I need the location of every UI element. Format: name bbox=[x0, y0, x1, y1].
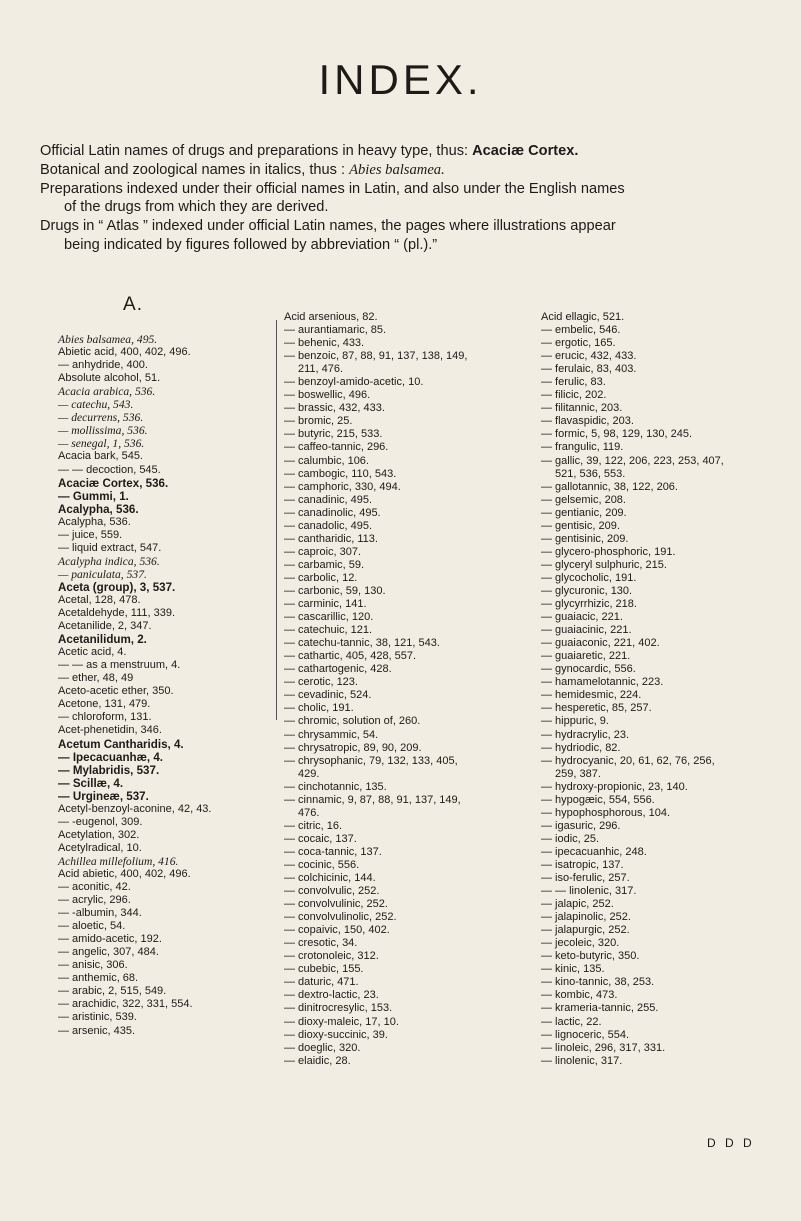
page-title: INDEX. bbox=[318, 56, 483, 103]
index-entry: — camphoric, 330, 494. bbox=[284, 480, 401, 493]
index-entry: — jalapurgic, 252. bbox=[541, 924, 630, 937]
index-entry: — colchicinic, 144. bbox=[284, 872, 376, 885]
index-entry: — cascarillic, 120. bbox=[284, 611, 374, 624]
index-entry: — hesperetic, 85, 257. bbox=[541, 702, 652, 715]
index-entry: — cathartic, 405, 428, 557. bbox=[284, 650, 417, 663]
index-entry: Acetic acid, 4. bbox=[58, 646, 127, 659]
index-entry: — liquid extract, 547. bbox=[58, 541, 162, 554]
index-entry: — hippuric, 9. bbox=[541, 715, 609, 728]
index-entry: — aconitic, 42. bbox=[58, 881, 131, 894]
index-entry: — ferulic, 83. bbox=[541, 376, 606, 389]
index-entry: — cholic, 191. bbox=[284, 702, 354, 715]
index-entry: — — decoction, 545. bbox=[58, 463, 161, 476]
index-entry: — flavaspidic, 203. bbox=[541, 415, 634, 428]
index-entry: Acetyl-benzoyl-aconine, 42, 43. bbox=[58, 802, 212, 815]
index-entry: Acetal, 128, 478. bbox=[58, 593, 141, 606]
index-entry: — carbonic, 59, 130. bbox=[284, 584, 386, 597]
index-entry: Acid arsenious, 82. bbox=[284, 311, 378, 323]
index-entry: — — as a menstruum, 4. bbox=[58, 659, 181, 672]
index-entry: — carbolic, 12. bbox=[284, 571, 358, 584]
index-entry: — gallic, 39, 122, 206, 223, 253, 407, bbox=[541, 454, 724, 467]
index-column-3 bbox=[541, 311, 791, 1068]
index-entry: — butyric, 215, 533. bbox=[284, 428, 383, 441]
index-entry: — cathartogenic, 428. bbox=[284, 663, 392, 676]
index-entry: — cocaic, 137. bbox=[284, 832, 357, 845]
index-entry: — mollissima, 536. bbox=[58, 424, 148, 438]
index-entry: — frangulic, 119. bbox=[541, 441, 624, 454]
index-entry: — gynocardic, 556. bbox=[541, 663, 636, 676]
index-entry: Absolute alcohol, 51. bbox=[58, 372, 161, 385]
index-entry: — jalapinolic, 252. bbox=[541, 911, 631, 924]
index-entry: — paniculata, 537. bbox=[58, 567, 147, 581]
index-entry: — Urgineæ, 537. bbox=[58, 789, 149, 803]
index-entry: — dioxy-succinic, 39. bbox=[284, 1028, 388, 1041]
index-entry: — Ipecacuanhæ, 4. bbox=[58, 750, 164, 764]
index-entry: — amido-acetic, 192. bbox=[58, 933, 162, 946]
index-entry: 521, 536, 553. bbox=[555, 467, 626, 480]
index-entry: — catechu-tannic, 38, 121, 543. bbox=[284, 637, 440, 650]
index-entry: — arabic, 2, 515, 549. bbox=[58, 985, 167, 998]
index-entry: — — linolenic, 317. bbox=[541, 885, 637, 898]
intro-line-3-cont: of the drugs from which they are derived. bbox=[64, 199, 329, 216]
index-entry: Acid ellagic, 521. bbox=[541, 311, 625, 323]
index-entry: — anhydride, 400. bbox=[58, 359, 148, 372]
index-entry: Acetanilidum, 2. bbox=[58, 633, 147, 647]
index-entry: — carminic, 141. bbox=[284, 598, 367, 611]
index-entry: — glycocholic, 191. bbox=[541, 571, 637, 584]
index-entry: — coca-tannic, 137. bbox=[284, 845, 382, 858]
index-entry: — hamamelotannic, 223. bbox=[541, 676, 664, 689]
index-entry: — -albumin, 344. bbox=[58, 907, 142, 920]
index-entry: — brassic, 432, 433. bbox=[284, 402, 385, 415]
index-entry: — glyceryl sulphuric, 215. bbox=[541, 558, 667, 571]
index-entry: — cevadinic, 524. bbox=[284, 689, 372, 702]
index-entry: Acalypha indica, 536. bbox=[58, 554, 160, 568]
index-entry: — hydracrylic, 23. bbox=[541, 728, 630, 741]
index-entry: — filicic, 202. bbox=[541, 389, 607, 402]
index-entry: — dextro-lactic, 23. bbox=[284, 989, 379, 1002]
index-entry: — chloroform, 131. bbox=[58, 711, 152, 724]
intro-notes bbox=[40, 142, 770, 255]
index-entry: — canadolic, 495. bbox=[284, 519, 373, 532]
index-entry: — ipecacuanhic, 248. bbox=[541, 845, 647, 858]
index-entry: — -eugenol, 309. bbox=[58, 815, 143, 828]
index-entry: Abietic acid, 400, 402, 496. bbox=[58, 346, 191, 359]
index-entry: — hemidesmic, 224. bbox=[541, 689, 642, 702]
index-entry: 211, 476. bbox=[298, 363, 344, 376]
index-entry: — gallotannic, 38, 122, 206. bbox=[541, 480, 678, 493]
index-entry: — angelic, 307, 484. bbox=[58, 946, 159, 959]
index-entry: — cubebic, 155. bbox=[284, 963, 364, 976]
index-entry: — erucic, 432, 433. bbox=[541, 350, 637, 363]
index-entry: — cerotic, 123. bbox=[284, 676, 358, 689]
index-entry: — iso-ferulic, 257. bbox=[541, 872, 630, 885]
index-entry: — lignoceric, 554. bbox=[541, 1028, 630, 1041]
index-entry: — daturic, 471. bbox=[284, 976, 359, 989]
index-entry: — kinic, 135. bbox=[541, 963, 605, 976]
index-entry: — aurantiamaric, 85. bbox=[284, 324, 387, 337]
italic-example: Abies balsamea. bbox=[349, 161, 445, 178]
heavy-type-example: Acaciæ Cortex. bbox=[472, 143, 579, 159]
index-entry: — cresotic, 34. bbox=[284, 937, 358, 950]
index-entry: — cambogic, 110, 543. bbox=[284, 467, 397, 480]
index-entry: — juice, 559. bbox=[58, 528, 123, 541]
index-entry: — gelsemic, 208. bbox=[541, 493, 626, 506]
index-entry: — gentisinic, 209. bbox=[541, 532, 629, 545]
index-entry: — ether, 48, 49 bbox=[58, 672, 134, 685]
index-entry: — caproic, 307. bbox=[284, 545, 362, 558]
index-entry: — carbamic, 59. bbox=[284, 558, 365, 571]
index-entry: — filitannic, 203. bbox=[541, 402, 623, 415]
intro-line-3: Preparations indexed under their official names in Latin, and also under the English names bbox=[40, 180, 625, 197]
index-entry: — kino-tannic, 38, 253. bbox=[541, 976, 655, 989]
section-letter: A. bbox=[123, 294, 143, 315]
index-entry: — chrysammic, 54. bbox=[284, 728, 379, 741]
index-entry: — boswellic, 496. bbox=[284, 389, 371, 402]
index-entry: Acalypha, 536. bbox=[58, 515, 131, 528]
index-entry: — chromic, solution of, 260. bbox=[284, 715, 421, 728]
index-entry: Acetaldehyde, 111, 339. bbox=[58, 607, 176, 620]
index-entry: — convolvulic, 252. bbox=[284, 885, 380, 898]
index-entry: — benzoic, 87, 88, 91, 137, 138, 149, bbox=[284, 350, 468, 363]
column-divider bbox=[276, 320, 277, 720]
index-entry: Acet-phenetidin, 346. bbox=[58, 724, 162, 737]
index-entry: Acacia bark, 545. bbox=[58, 450, 143, 463]
intro-line-4: Drugs in “ Atlas ” indexed under official Latin names, the pages where illustrations appear bbox=[40, 218, 616, 235]
index-entry: Aceto-acetic ether, 350. bbox=[58, 685, 174, 698]
index-entry: — cinchotannic, 135. bbox=[284, 780, 387, 793]
index-entry: — Gummi, 1. bbox=[58, 489, 129, 503]
index-entry: — hypogæic, 554, 556. bbox=[541, 793, 655, 806]
index-entry: — formic, 5, 98, 129, 130, 245. bbox=[541, 428, 693, 441]
index-entry: — calumbic, 106. bbox=[284, 454, 369, 467]
intro-line-2 bbox=[40, 161, 770, 180]
index-entry: — catechuic, 121. bbox=[284, 624, 373, 637]
index-entry: — catechu, 543. bbox=[58, 398, 134, 412]
index-entry: — caffeo-tannic, 296. bbox=[284, 441, 389, 454]
index-entry: — guaiacinic, 221. bbox=[541, 624, 632, 637]
index-entry: — convolvulinolic, 252. bbox=[284, 911, 397, 924]
index-entry: — convolvulinic, 252. bbox=[284, 898, 388, 911]
index-entry: — gentianic, 209. bbox=[541, 506, 627, 519]
index-entry: — senegal, 1, 536. bbox=[58, 437, 145, 451]
index-entry: — glycyrrhizic, 218. bbox=[541, 598, 637, 611]
intro-line-1-text: Official Latin names of drugs and preparations in heavy type, thus: bbox=[40, 143, 469, 159]
index-entry: — acrylic, 296. bbox=[58, 894, 131, 907]
index-entry: 476. bbox=[298, 806, 320, 819]
index-entry: — dinitrocresylic, 153. bbox=[284, 1002, 393, 1015]
index-entry: Acetylation, 302. bbox=[58, 828, 140, 841]
index-entry: — glycuronic, 130. bbox=[541, 584, 633, 597]
index-entry: — keto-butyric, 350. bbox=[541, 950, 640, 963]
index-entry: — behenic, 433. bbox=[284, 337, 365, 350]
index-entry: Achillea millefolium, 416. bbox=[58, 854, 179, 868]
index-entry: — jecoleic, 320. bbox=[541, 937, 620, 950]
index-entry: — cocinic, 556. bbox=[284, 858, 360, 871]
index-entry: — anisic, 306. bbox=[58, 959, 128, 972]
index-entry: — igasuric, 296. bbox=[541, 819, 621, 832]
index-entry: — chrysophanic, 79, 132, 133, 405, bbox=[284, 754, 458, 767]
index-entry: Acetylradical, 10. bbox=[58, 841, 142, 854]
index-entry: Acetanilide, 2, 347. bbox=[58, 620, 152, 633]
index-entry: Acaciæ Cortex, 536. bbox=[58, 476, 169, 490]
index-entry: — anthemic, 68. bbox=[58, 972, 139, 985]
index-entry: — aristinic, 539. bbox=[58, 1011, 137, 1024]
index-entry: — hypophosphorous, 104. bbox=[541, 806, 671, 819]
signature-mark: D D D bbox=[707, 1136, 755, 1150]
index-entry: — guaiacic, 221. bbox=[541, 611, 623, 624]
index-entry: Acetum Cantharidis, 4. bbox=[58, 737, 184, 751]
index-entry: — hydroxy-propionic, 23, 140. bbox=[541, 780, 688, 793]
intro-line-1 bbox=[40, 142, 770, 161]
index-entry: — ferulaic, 83, 403. bbox=[541, 363, 637, 376]
index-entry: — guaiaretic, 221. bbox=[541, 650, 631, 663]
index-entry: — citric, 16. bbox=[284, 819, 343, 832]
index-entry: Acacia arabica, 536. bbox=[58, 385, 156, 399]
index-entry: — lactic, 22. bbox=[541, 1015, 602, 1028]
index-entry: — kombic, 473. bbox=[541, 989, 618, 1002]
index-entry: 429. bbox=[298, 767, 320, 780]
index-entry: Acid abietic, 400, 402, 496. bbox=[58, 867, 191, 880]
index-entry: — gentisic, 209. bbox=[541, 519, 620, 532]
index-entry: — glycero-phosphoric, 191. bbox=[541, 545, 676, 558]
index-entry: — hydriodic, 82. bbox=[541, 741, 621, 754]
index-column-2 bbox=[284, 311, 534, 1068]
index-entry: Acalypha, 536. bbox=[58, 502, 139, 516]
index-entry: — linolenic, 317. bbox=[541, 1054, 623, 1067]
index-entry: — doeglic, 320. bbox=[284, 1041, 361, 1054]
index-entry: Abies balsamea, 495. bbox=[58, 333, 158, 347]
index-entry: — ergotic, 165. bbox=[541, 337, 616, 350]
index-entry: — crotonoleic, 312. bbox=[284, 950, 379, 963]
index-entry: — arsenic, 435. bbox=[58, 1024, 136, 1037]
index-entry: — Mylabridis, 537. bbox=[58, 763, 160, 777]
index-entry: — elaidic, 28. bbox=[284, 1054, 351, 1067]
index-entry: — Scillæ, 4. bbox=[58, 776, 124, 790]
index-entry: — isatropic, 137. bbox=[541, 858, 624, 871]
index-entry: — bromic, 25. bbox=[284, 415, 353, 428]
index-entry: — cantharidic, 113. bbox=[284, 532, 378, 545]
index-entry: — embelic, 546. bbox=[541, 324, 621, 337]
index-entry: Aceta (group), 3, 537. bbox=[58, 580, 176, 594]
index-entry: — benzoyl-amido-acetic, 10. bbox=[284, 376, 424, 389]
index-entry: — hydrocyanic, 20, 61, 62, 76, 256, bbox=[541, 754, 715, 767]
index-entry: — cinnamic, 9, 87, 88, 91, 137, 149, bbox=[284, 793, 461, 806]
index-entry: — canadinolic, 495. bbox=[284, 506, 381, 519]
index-entry: — linoleic, 296, 317, 331. bbox=[541, 1041, 666, 1054]
intro-line-4-cont: being indicated by figures followed by abbreviation “ (pl.).” bbox=[64, 236, 438, 253]
index-entry: — arachidic, 322, 331, 554. bbox=[58, 998, 193, 1011]
index-entry: — krameria-tannic, 255. bbox=[541, 1002, 659, 1015]
index-entry: — aloetic, 54. bbox=[58, 920, 126, 933]
index-entry: — chrysatropic, 89, 90, 209. bbox=[284, 741, 422, 754]
index-entry: — dioxy-maleic, 17, 10. bbox=[284, 1015, 399, 1028]
index-entry: — iodic, 25. bbox=[541, 832, 600, 845]
index-entry: Acetone, 131, 479. bbox=[58, 698, 151, 711]
index-entry: — guaiaconic, 221, 402. bbox=[541, 637, 660, 650]
index-entry: — jalapic, 252. bbox=[541, 898, 614, 911]
index-entry: — decurrens, 536. bbox=[58, 411, 144, 425]
index-column-1 bbox=[58, 294, 278, 1038]
intro-line-2-text: Botanical and zoological names in italics, thus : bbox=[40, 161, 346, 178]
index-entry: — copaivic, 150, 402. bbox=[284, 924, 390, 937]
index-entry: — canadinic, 495. bbox=[284, 493, 373, 506]
index-entry: 259, 387. bbox=[555, 767, 601, 780]
